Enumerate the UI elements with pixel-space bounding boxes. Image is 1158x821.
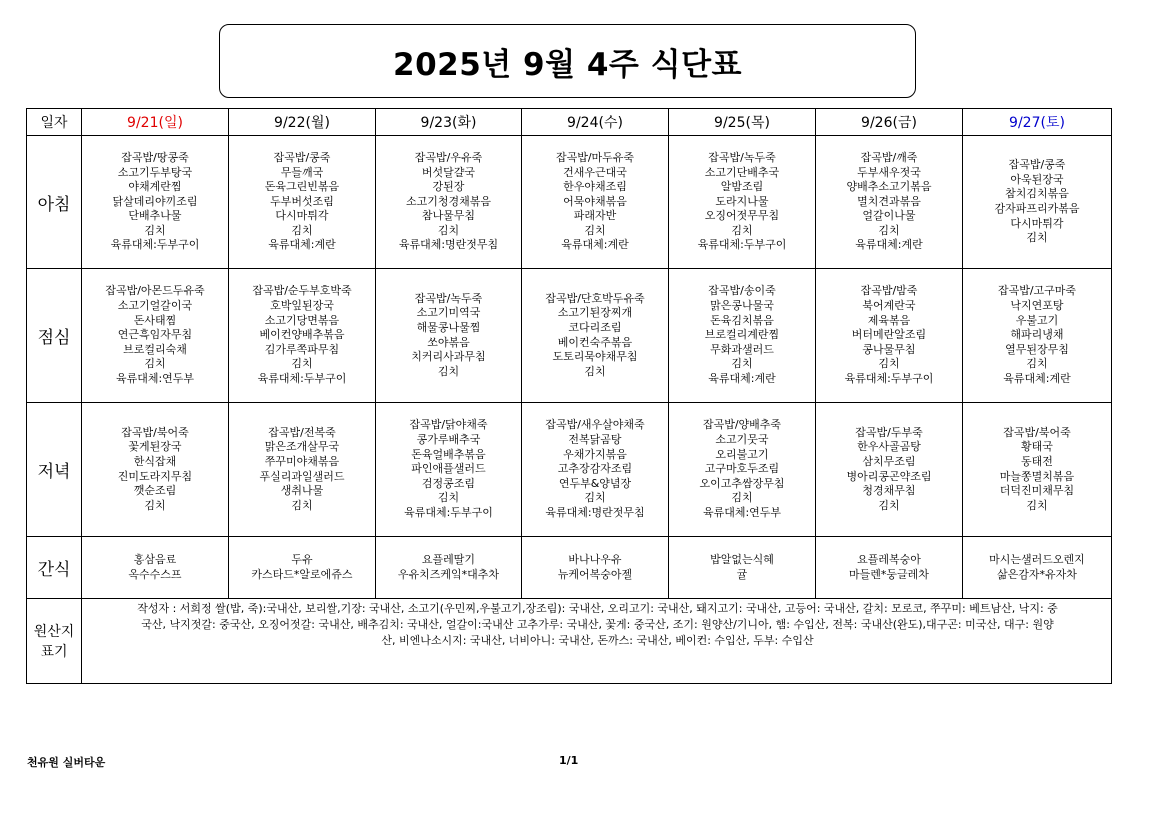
menu-item: 깻순조림 bbox=[133, 484, 177, 498]
menu-cell bbox=[376, 136, 522, 269]
menu-item: 김치 bbox=[291, 357, 313, 371]
menu-item: 파래자반 bbox=[573, 209, 617, 223]
menu-item: 김치 bbox=[144, 498, 166, 512]
menu-item: 잡곡밥/우유죽 bbox=[414, 150, 483, 164]
menu-item: 생취나물 bbox=[280, 484, 324, 498]
menu-cell bbox=[816, 136, 963, 269]
menu-cell bbox=[963, 403, 1112, 537]
menu-item: 육류대체:명란젓무침 bbox=[398, 238, 499, 252]
origin-label: 원산지 표기 bbox=[27, 599, 82, 684]
menu-item: 두부새우젓국 bbox=[857, 165, 921, 179]
menu-item: 잡곡밥/콩죽 bbox=[273, 150, 331, 164]
menu-item: 잡곡밥/순두부호박죽 bbox=[252, 284, 352, 298]
menu-item: 무들깨국 bbox=[280, 165, 324, 179]
menu-item: 베이컨숙주볶음 bbox=[557, 335, 633, 349]
lunch-row bbox=[27, 269, 1112, 403]
day-header: 9/24(수) bbox=[522, 109, 669, 136]
menu-cell bbox=[82, 537, 229, 599]
menu-item: 열무된장무침 bbox=[1005, 342, 1069, 356]
menu-item: 버섯달걀국 bbox=[421, 165, 476, 179]
menu-item: 북어계란국 bbox=[862, 299, 916, 313]
menu-item: 돈사태찜 bbox=[133, 313, 177, 327]
menu-item: 닭살데리야끼조림 bbox=[112, 194, 198, 208]
menu-item: 잡곡밥/양배추죽 bbox=[702, 418, 782, 432]
date-header-label: 일자 bbox=[27, 109, 82, 136]
menu-item: 코다리조림 bbox=[568, 320, 622, 334]
menu-item: 우유치즈케잌*대추차 bbox=[397, 567, 500, 581]
menu-item: 참치김치볶음 bbox=[1005, 187, 1069, 201]
menu-item: 육류대체:계란 bbox=[708, 371, 776, 385]
menu-item: 삶은감자*유자차 bbox=[997, 567, 1077, 581]
menu-item: 마시는샐러드오렌지 bbox=[989, 552, 1085, 566]
menu-item: 김치 bbox=[878, 357, 900, 371]
menu-item: 콩가루배추국 bbox=[416, 433, 481, 447]
menu-item: 아욱된장국 bbox=[1010, 172, 1064, 186]
menu-item: 잡곡밥/깨죽 bbox=[860, 150, 918, 164]
menu-cell bbox=[229, 537, 376, 599]
footer-organization: 천유원 실버타운 bbox=[27, 756, 106, 769]
menu-item: 청경채무침 bbox=[862, 484, 916, 498]
menu-item: 황태국 bbox=[1021, 440, 1053, 454]
menu-item: 소고기뭇국 bbox=[715, 433, 769, 447]
meal-label: 저녁 bbox=[27, 403, 82, 537]
menu-item: 김치 bbox=[584, 223, 606, 237]
menu-item: 김치 bbox=[731, 357, 753, 371]
menu-item: 밥알없는식혜 bbox=[710, 552, 774, 566]
menu-item: 소고기당면볶음 bbox=[264, 313, 340, 327]
menu-item: 육류대체:두부구이 bbox=[844, 371, 934, 385]
menu-item: 김치 bbox=[584, 491, 606, 505]
menu-item: 잡곡밥/단호박두유죽 bbox=[545, 291, 645, 305]
menu-item: 김치 bbox=[437, 223, 460, 237]
origin-line: 국산, 낙지젓갈: 중국산, 오징어젓갈: 국내산, 배추김치: 국내산, 얼갈이:국내산 고추가루: 국내산, 꽃게: 중국산, 조기: 원양산/기니아, 햄: 수입산, 전복: 국내산(완도),대구곤: 미국산, 대구: 원양 bbox=[141, 618, 1054, 631]
menu-item: 돈육김치볶음 bbox=[710, 313, 774, 327]
menu-item: 진미도라지무침 bbox=[117, 469, 193, 483]
menu-item: 육류대체:두부구이 bbox=[257, 371, 347, 385]
menu-cell bbox=[669, 403, 816, 537]
title-box bbox=[219, 24, 916, 98]
menu-item: 맑은조개살무국 bbox=[264, 440, 340, 454]
meal-table bbox=[26, 108, 1112, 684]
dinner-row bbox=[27, 403, 1112, 537]
menu-item: 우불고기 bbox=[1015, 313, 1059, 327]
menu-item: 김가루쪽파무침 bbox=[264, 342, 340, 356]
menu-item: 소고기두부탕국 bbox=[117, 165, 193, 179]
menu-cell bbox=[522, 537, 669, 599]
menu-item: 맑은콩나물국 bbox=[710, 299, 774, 313]
day-header: 9/25(목) bbox=[669, 109, 816, 136]
menu-item: 낙지연포탕 bbox=[1010, 299, 1064, 313]
menu-item: 멸치견과볶음 bbox=[857, 194, 921, 208]
menu-item: 푸실리과일샐러드 bbox=[259, 469, 345, 483]
menu-item: 버터메란알조림 bbox=[851, 328, 927, 342]
menu-item: 병아리콩곤약조림 bbox=[846, 469, 932, 483]
menu-item: 홍삼음료 bbox=[133, 552, 177, 566]
menu-item: 잡곡밥/전복죽 bbox=[268, 425, 336, 439]
footer-page-number: 1/1 bbox=[559, 754, 579, 767]
menu-item: 김치 bbox=[291, 498, 313, 512]
menu-item: 소고기청경채볶음 bbox=[405, 194, 491, 208]
menu-item: 마늘쫑멸치볶음 bbox=[999, 469, 1075, 483]
menu-cell bbox=[376, 537, 522, 599]
menu-item: 뉴케어복숭아젤 bbox=[557, 567, 633, 581]
menu-cell bbox=[229, 136, 376, 269]
menu-item: 한우사골곰탕 bbox=[857, 440, 921, 454]
menu-item: 육류대체:계란 bbox=[268, 238, 336, 252]
menu-item: 육류대체:두부구이 bbox=[404, 505, 493, 519]
menu-item: 무화과샐러드 bbox=[710, 342, 774, 356]
menu-item: 김치 bbox=[878, 223, 900, 237]
menu-item: 김치 bbox=[878, 498, 900, 512]
menu-item: 김치 bbox=[1026, 498, 1048, 512]
day-header: 9/23(화) bbox=[376, 109, 522, 136]
menu-cell bbox=[376, 269, 522, 403]
menu-item: 브로컬리계란찜 bbox=[704, 328, 780, 342]
menu-item: 잡곡밥/마두유죽 bbox=[555, 150, 635, 164]
menu-cell bbox=[522, 403, 669, 537]
menu-item: 육류대체:계란 bbox=[561, 238, 629, 252]
menu-item: 단배추나물 bbox=[128, 209, 182, 223]
menu-item: 도토리묵야채무침 bbox=[552, 350, 638, 364]
day-header: 9/22(월) bbox=[229, 109, 376, 136]
menu-item: 육류대체:연두부 bbox=[115, 371, 195, 385]
menu-item: 동태전 bbox=[1021, 454, 1053, 468]
menu-item: 한우야채조림 bbox=[563, 180, 627, 194]
meal-label: 간식 bbox=[27, 537, 82, 599]
menu-item: 브로컬리숙채 bbox=[123, 342, 187, 356]
menu-cell bbox=[669, 136, 816, 269]
menu-item: 요플레딸기 bbox=[421, 552, 476, 566]
menu-item: 검정콩조림 bbox=[421, 476, 476, 490]
menu-item: 김치 bbox=[437, 364, 460, 378]
menu-item: 쭈꾸미야채볶음 bbox=[264, 454, 340, 468]
menu-item: 도라지나물 bbox=[715, 194, 769, 208]
menu-item: 야채계란찜 bbox=[128, 180, 182, 194]
menu-item: 육류대체:명란젓무침 bbox=[545, 505, 645, 519]
menu-item: 잡곡밥/녹두죽 bbox=[708, 150, 776, 164]
menu-cell bbox=[963, 136, 1112, 269]
menu-item: 감자파프리카볶음 bbox=[994, 202, 1080, 215]
menu-item: 참나물무침 bbox=[421, 209, 476, 223]
menu-item: 잡곡밥/새우살야채죽 bbox=[545, 418, 645, 432]
menu-item: 해물콩나물찜 bbox=[416, 320, 481, 334]
menu-item: 연근흑임자무침 bbox=[117, 328, 193, 342]
menu-item: 소고기얼갈이국 bbox=[117, 299, 193, 313]
menu-item: 잡곡밥/아몬드두유죽 bbox=[105, 284, 205, 298]
page-title: 2025년 9월 4주 식단표 bbox=[393, 46, 742, 83]
menu-cell bbox=[82, 136, 229, 269]
menu-item: 해파리냉채 bbox=[1010, 328, 1064, 342]
menu-item: 치커리사과무침 bbox=[411, 350, 486, 364]
menu-item: 꽃게된장국 bbox=[128, 440, 182, 454]
menu-item: 바나나우유 bbox=[568, 552, 622, 566]
menu-item: 마들렌*둥글레차 bbox=[849, 567, 929, 581]
menu-item: 김치 bbox=[437, 491, 460, 505]
menu-item: 파인애플샐러드 bbox=[411, 462, 486, 476]
menu-item: 소고기단배추국 bbox=[704, 165, 780, 179]
origin-line: 산, 비엔나소시지: 국내산, 너비아니: 국내산, 돈까스: 국내산, 베이컨: 수입산, 두부: 수입산 bbox=[381, 634, 814, 647]
menu-item: 김치 bbox=[1026, 357, 1048, 371]
menu-item: 건새우근대국 bbox=[563, 165, 627, 179]
menu-item: 오이고추쌈장무침 bbox=[699, 476, 785, 490]
menu-item: 잡곡밥/밤죽 bbox=[860, 284, 918, 298]
menu-item: 육류대체:두부구이 bbox=[110, 238, 200, 252]
menu-item: 잡곡밥/두부죽 bbox=[855, 425, 923, 439]
menu-item: 육류대체:연두부 bbox=[702, 505, 782, 519]
day-header: 9/27(토) bbox=[963, 109, 1112, 136]
menu-item: 호박잎된장국 bbox=[270, 299, 334, 313]
menu-item: 고추장감자조림 bbox=[557, 462, 633, 476]
menu-item: 김치 bbox=[731, 491, 753, 505]
snack-row bbox=[27, 537, 1112, 599]
menu-item: 잡곡밥/고구마죽 bbox=[997, 284, 1077, 298]
menu-item: 알밤조림 bbox=[720, 180, 764, 194]
menu-item: 옥수수스프 bbox=[128, 567, 182, 581]
menu-item: 어묵야채볶음 bbox=[563, 194, 627, 208]
menu-cell bbox=[669, 269, 816, 403]
menu-item: 두부버섯조림 bbox=[270, 194, 334, 208]
menu-item: 돈육그린빈볶음 bbox=[264, 180, 340, 194]
menu-item: 제육볶음 bbox=[867, 313, 911, 327]
menu-item: 우채가지볶음 bbox=[563, 447, 627, 461]
menu-item: 오징어젓무무침 bbox=[704, 209, 780, 223]
menu-cell bbox=[522, 136, 669, 269]
menu-item: 다시마튀각 bbox=[1010, 216, 1064, 230]
menu-item: 연두부&양념장 bbox=[558, 476, 632, 490]
menu-cell bbox=[963, 269, 1112, 403]
menu-cell bbox=[229, 269, 376, 403]
menu-item: 김치 bbox=[291, 223, 313, 237]
menu-cell bbox=[816, 403, 963, 537]
menu-item: 잡곡밥/콩죽 bbox=[1008, 158, 1066, 172]
menu-item: 더덕진미채무침 bbox=[999, 484, 1075, 498]
menu-item: 잡곡밥/닭야채죽 bbox=[409, 418, 488, 432]
menu-cell bbox=[376, 403, 522, 537]
menu-item: 양배추소고기볶음 bbox=[846, 180, 932, 194]
menu-item: 김치 bbox=[144, 223, 166, 237]
meal-label: 아침 bbox=[27, 136, 82, 269]
breakfast-row bbox=[27, 136, 1112, 269]
menu-item: 얼갈이나물 bbox=[862, 209, 916, 223]
menu-item: 카스타드*알로에쥬스 bbox=[251, 567, 353, 581]
menu-item: 육류대체:두부구이 bbox=[697, 238, 787, 252]
menu-cell bbox=[963, 537, 1112, 599]
menu-item: 오리불고기 bbox=[715, 447, 769, 461]
origin-row bbox=[27, 599, 1112, 684]
day-header: 9/21(일) bbox=[82, 109, 229, 136]
menu-cell bbox=[229, 403, 376, 537]
menu-cell bbox=[82, 403, 229, 537]
menu-item: 쏘야볶음 bbox=[427, 335, 470, 349]
menu-item: 강된장 bbox=[432, 180, 465, 194]
menu-item: 김치 bbox=[584, 364, 606, 378]
menu-item: 김치 bbox=[144, 357, 166, 371]
menu-item: 김치 bbox=[1026, 231, 1048, 245]
menu-item: 육류대체:계란 bbox=[1003, 371, 1071, 385]
menu-cell bbox=[522, 269, 669, 403]
menu-item: 전복닭곰탕 bbox=[568, 433, 622, 447]
menu-item: 두유 bbox=[291, 552, 313, 566]
menu-item: 고구마호두조림 bbox=[704, 462, 780, 476]
menu-item: 잡곡밥/북어죽 bbox=[1003, 425, 1071, 439]
menu-item: 귤 bbox=[736, 567, 748, 581]
menu-cell bbox=[669, 537, 816, 599]
menu-item: 요플레복숭아 bbox=[857, 552, 921, 566]
menu-cell bbox=[816, 537, 963, 599]
day-header: 9/26(금) bbox=[816, 109, 963, 136]
origin-text bbox=[82, 599, 1112, 684]
menu-item: 한식잡채 bbox=[133, 454, 177, 468]
menu-item: 돈육얼배추볶음 bbox=[411, 447, 486, 461]
menu-item: 김치 bbox=[731, 223, 753, 237]
origin-line: 작성자 : 서희정 쌀(밥, 죽):국내산, 보리쌀,기장: 국내산, 소고기(우민찌,우불고기,장조림): 국내산, 오리고기: 국내산, 돼지고기: 국내산, 고등어: 국내산, 갈치: 모로코, 쭈꾸미: 베트남산, 낙지: 중 bbox=[137, 602, 1058, 615]
menu-item: 잡곡밥/녹두죽 bbox=[414, 291, 483, 305]
menu-item: 삼치무조림 bbox=[862, 454, 916, 468]
menu-item: 베이컨양배추볶음 bbox=[259, 328, 345, 342]
menu-item: 다시마튀각 bbox=[275, 209, 329, 223]
menu-item: 잡곡밥/송이죽 bbox=[708, 284, 776, 298]
date-header-row bbox=[27, 109, 1112, 136]
menu-item: 콩나물무침 bbox=[862, 342, 916, 356]
meal-label: 점심 bbox=[27, 269, 82, 403]
menu-item: 육류대체:계란 bbox=[855, 238, 923, 252]
menu-item: 소고기된장찌개 bbox=[557, 306, 633, 320]
menu-item: 소고기미역국 bbox=[416, 306, 481, 320]
menu-item: 잡곡밥/북어죽 bbox=[121, 425, 189, 439]
menu-item: 잡곡밥/땅콩죽 bbox=[121, 150, 189, 164]
menu-cell bbox=[82, 269, 229, 403]
menu-cell bbox=[816, 269, 963, 403]
